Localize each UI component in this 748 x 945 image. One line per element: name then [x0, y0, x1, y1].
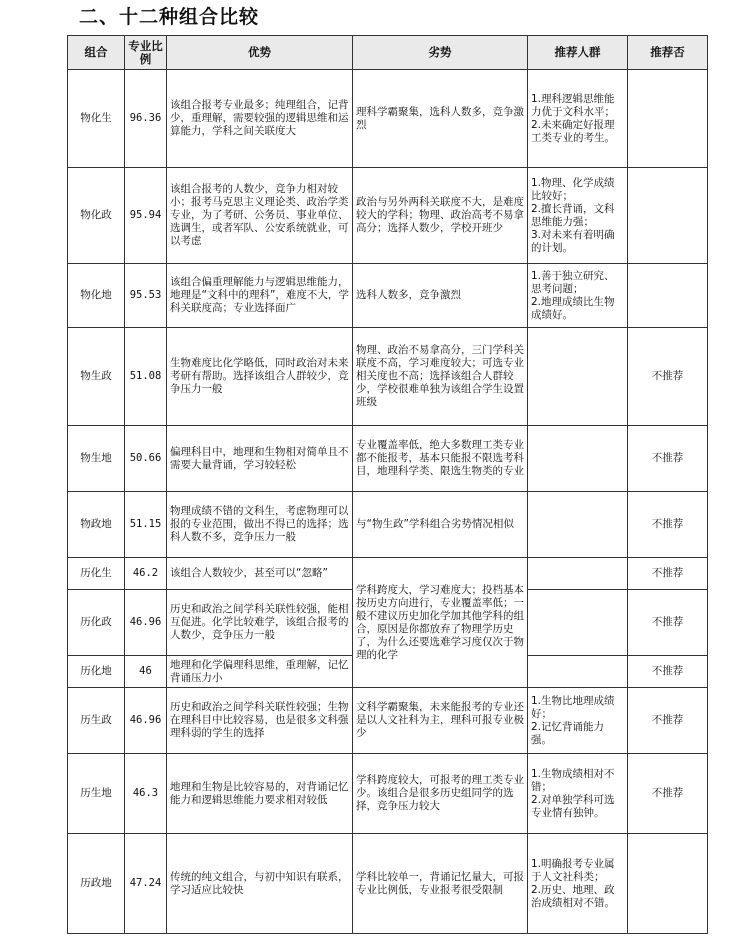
audience-cell — [528, 656, 628, 688]
table-row — [68, 264, 708, 328]
table-row — [68, 558, 708, 590]
pros-cell: 物理成绩不错的文科生，考虑物理可以报的专业范围，做出不得已的选择；选科人数不多，竞争压力一般 — [167, 492, 353, 558]
ratio-cell: 47.24 — [125, 834, 167, 934]
table-row — [68, 754, 708, 834]
table-row — [68, 492, 708, 558]
cons-cell-shared: 学科跨度大，学习难度大；投档基本按历史方向进行，专业覆盖率低；一般不建议历史加化学加其他学科的组合，原因是你都放弃了物理学历史了，为什么还要选难学习度仅次于物理的化学 — [353, 558, 528, 688]
combo-cell: 历化地 — [68, 656, 125, 688]
recommend-cell — [628, 264, 708, 328]
pros-cell: 偏理科目中，地理和生物相对简单且不需要大量背诵，学习较轻松 — [167, 426, 353, 492]
cons-cell: 理科学霸聚集，选科人数多，竞争激烈 — [353, 70, 528, 168]
cons-cell: 物理、政治不易拿高分，三门学科关联度不高，学习难度较大；可选专业相关度也不高；选择该组合人群较少，学校很难单独为该组合学生设置班级 — [353, 328, 528, 426]
cons-cell: 与“物生政”学科组合劣势情况相似 — [353, 492, 528, 558]
audience-cell: 1.生物比地理成绩好； 2.记忆背诵能力强。 — [528, 688, 628, 754]
recommend-cell — [628, 834, 708, 934]
audience-cell: 1.善于独立研究、思考问题； 2.地理成绩比生物成绩好。 — [528, 264, 628, 328]
combination-comparison-table — [67, 35, 708, 934]
table-row — [68, 168, 708, 264]
ratio-cell: 46 — [125, 656, 167, 688]
pros-cell: 该组合人数较少，甚至可以“忽略” — [167, 558, 353, 590]
ratio-cell: 46.2 — [125, 558, 167, 590]
combo-cell: 物化地 — [68, 264, 125, 328]
recommend-cell: 不推荐 — [628, 328, 708, 426]
header-pros: 优势 — [167, 36, 353, 70]
pros-cell: 生物难度比化学略低，同时政治对未来考研有帮助。选择该组合人群较少，竞争压力一般 — [167, 328, 353, 426]
combo-cell: 物化政 — [68, 168, 125, 264]
audience-cell: 1.理科逻辑思维能力优于文科水平； 2.未来确定好报理工类专业的考生。 — [528, 70, 628, 168]
pros-cell: 地理和生物是比较容易的，对背诵记忆能力和逻辑思维能力要求相对较低 — [167, 754, 353, 834]
table-row — [68, 426, 708, 492]
audience-cell — [528, 590, 628, 656]
ratio-cell: 95.53 — [125, 264, 167, 328]
audience-cell — [528, 492, 628, 558]
ratio-cell: 46.3 — [125, 754, 167, 834]
header-row — [68, 36, 708, 70]
combo-cell: 历政地 — [68, 834, 125, 934]
combo-cell: 历生地 — [68, 754, 125, 834]
recommend-cell: 不推荐 — [628, 492, 708, 558]
ratio-cell: 51.08 — [125, 328, 167, 426]
combo-cell: 历化生 — [68, 558, 125, 590]
ratio-cell: 51.15 — [125, 492, 167, 558]
audience-cell: 1.明确报考专业属于人文社科类； 2.历史、地理、政治成绩相对不错。 — [528, 834, 628, 934]
combo-cell: 物生地 — [68, 426, 125, 492]
ratio-cell: 46.96 — [125, 590, 167, 656]
audience-cell: 1.物理、化学成绩比较好； 2.擅长背诵，文科思维能力强； 3.对未来有着明确的计划。 — [528, 168, 628, 264]
pros-cell: 历史和政治之间学科关联性较强，能相互促进。化学比较难学，该组合报考的人数少，竞争压力一般 — [167, 590, 353, 656]
pros-cell: 该组合报考专业最多；纯理组合，记背少，重理解，需要较强的逻辑思维和运算能力，学科之间关联度大 — [167, 70, 353, 168]
audience-cell — [528, 426, 628, 492]
recommend-cell — [628, 168, 708, 264]
recommend-cell: 不推荐 — [628, 656, 708, 688]
ratio-cell: 95.94 — [125, 168, 167, 264]
table-row — [68, 688, 708, 754]
combo-cell: 物政地 — [68, 492, 125, 558]
combo-cell: 历生政 — [68, 688, 125, 754]
recommend-cell: 不推荐 — [628, 558, 708, 590]
header-recommend: 推荐否 — [628, 36, 708, 70]
audience-cell — [528, 558, 628, 590]
combo-cell: 物生政 — [68, 328, 125, 426]
table-row — [68, 70, 708, 168]
cons-cell: 文科学霸聚集，未来能报考的专业还是以人文社科为主，理科可报专业极少 — [353, 688, 528, 754]
header-cons: 劣势 — [353, 36, 528, 70]
pros-cell: 地理和化学偏理科思维，重理解，记忆背诵压力小 — [167, 656, 353, 688]
cons-cell: 选科人数多，竞争激烈 — [353, 264, 528, 328]
table-row — [68, 834, 708, 934]
pros-cell: 传统的纯文组合，与初中知识有联系，学习适应比较快 — [167, 834, 353, 934]
combo-cell: 物化生 — [68, 70, 125, 168]
recommend-cell — [628, 70, 708, 168]
audience-cell: 1.生物成绩相对不错； 2.对单独学科可选专业情有独钟。 — [528, 754, 628, 834]
audience-cell — [528, 328, 628, 426]
cons-cell: 专业覆盖率低，绝大多数理工类专业都不能报考，基本只能报不限选考科目，地理科学类、限选生物类的专业 — [353, 426, 528, 492]
recommend-cell: 不推荐 — [628, 426, 708, 492]
pros-cell: 该组合报考的人数少，竞争力相对较小；报考马克思主义理论类、政治学类专业，为了考研、公务员、事业单位、选调生，或者军队、公安系统就业，可以考虑 — [167, 168, 353, 264]
ratio-cell: 46.96 — [125, 688, 167, 754]
recommend-cell: 不推荐 — [628, 754, 708, 834]
table-row — [68, 328, 708, 426]
header-combo: 组合 — [68, 36, 125, 70]
cons-cell: 学科比较单一，背诵记忆量大，可报专业比例低，专业报考很受限制 — [353, 834, 528, 934]
cons-cell: 学科跨度较大，可报考的理工类专业少。该组合是很多历史组同学的选择，竞争压力较大 — [353, 754, 528, 834]
recommend-cell: 不推荐 — [628, 688, 708, 754]
pros-cell: 该组合偏重理解能力与逻辑思维能力，地理是“文科中的理科”，难度不大，学科关联度高；专业选择面广 — [167, 264, 353, 328]
header-ratio: 专业比例 — [125, 36, 167, 70]
header-audience: 推荐人群 — [528, 36, 628, 70]
section-title: 二、十二种组合比较 — [79, 6, 260, 28]
recommend-cell: 不推荐 — [628, 590, 708, 656]
combo-cell: 历化政 — [68, 590, 125, 656]
ratio-cell: 50.66 — [125, 426, 167, 492]
ratio-cell: 96.36 — [125, 70, 167, 168]
cons-cell: 政治与另外两科关联度不大，是难度较大的学科；物理、政治高考不易拿高分；选择人数少，学校开班少 — [353, 168, 528, 264]
pros-cell: 历史和政治之间学科关联性较强；生物在理科目中比较容易，也是很多文科强理科弱的学生的选择 — [167, 688, 353, 754]
